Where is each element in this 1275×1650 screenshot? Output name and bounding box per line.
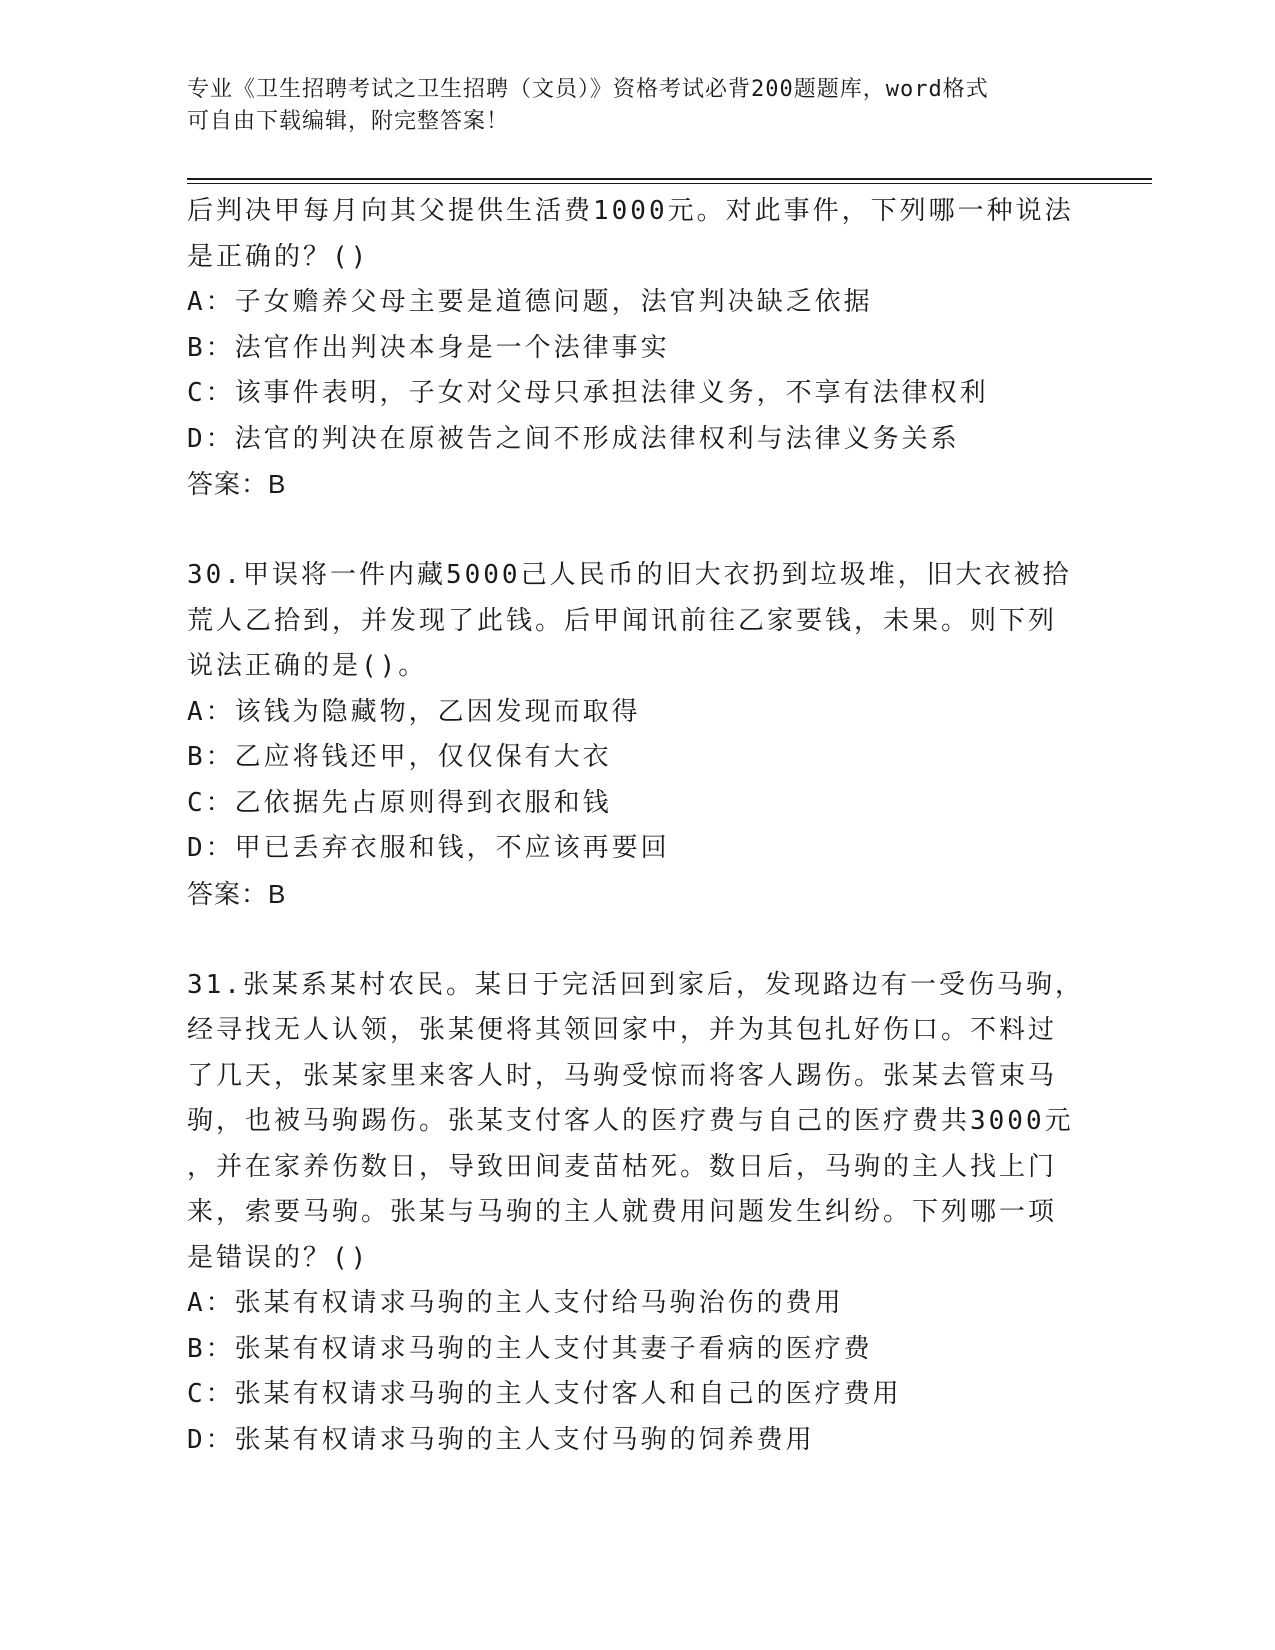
option-b: B：法官作出判决本身是一个法律事实 <box>187 332 670 363</box>
spacer <box>187 508 1087 554</box>
question-content <box>187 189 1087 1463</box>
question-stem-line: 荒人乙拾到，并发现了此钱。后甲闻讯前往乙家要钱，未果。则下列 <box>187 605 1058 636</box>
page-header <box>187 74 1067 138</box>
option-a: A：该钱为隐藏物，乙因发现而取得 <box>187 696 641 727</box>
header-divider <box>187 178 1152 184</box>
question-29 <box>187 189 1087 508</box>
question-stem-line: 30.甲误将一件内藏5000己人民币的旧大衣扔到垃圾堆，旧大衣被拾 <box>187 560 1072 590</box>
question-stem-line: 后判决甲每月向其父提供生活费1000元。对此事件，下列哪一种说法 <box>187 196 1074 226</box>
option-a: A：张某有权请求马驹的主人支付给马驹治伤的费用 <box>187 1288 844 1318</box>
question-30 <box>187 553 1087 917</box>
option-c: C：该事件表明，子女对父母只承担法律义务，不享有法律权利 <box>187 378 989 408</box>
header-line-1: 专业《卫生招聘考试之卫生招聘（文员）》资格考试必背200题题库，word格式 <box>187 77 989 102</box>
option-c: C：乙依据先占原则得到衣服和钱 <box>187 787 612 818</box>
question-stem-line: 是正确的？() <box>187 241 370 272</box>
option-b: B：张某有权请求马驹的主人支付其妻子看病的医疗费 <box>187 1333 873 1364</box>
answer-line: 答案：B <box>187 469 287 499</box>
question-stem-line: 说法正确的是()。 <box>187 651 428 681</box>
option-d: D：法官的判决在原被告之间不形成法律权利与法律义务关系 <box>187 423 960 454</box>
question-stem-line: 来，索要马驹。张某与马驹的主人就费用问题发生纠纷。下列哪一项 <box>187 1197 1058 1227</box>
question-31 <box>187 963 1087 1464</box>
option-d: D：张某有权请求马驹的主人支付马驹的饲养费用 <box>187 1424 815 1455</box>
question-stem-line: 是错误的？() <box>187 1242 370 1273</box>
spacer <box>187 917 1087 963</box>
option-c: C：张某有权请求马驹的主人支付客人和自己的医疗费用 <box>187 1379 902 1409</box>
question-stem-line: 了几天，张某家里来客人时，马驹受惊而将客人踢伤。张某去管束马 <box>187 1060 1058 1091</box>
question-stem-line: 经寻找无人认领，张某便将其领回家中，并为其包扎好伤口。不料过 <box>187 1015 1058 1045</box>
option-d: D：甲已丢弃衣服和钱，不应该再要回 <box>187 833 670 863</box>
option-b: B：乙应将钱还甲，仅仅保有大衣 <box>187 742 612 772</box>
option-a: A：子女赡养父母主要是道德问题，法官判决缺乏依据 <box>187 287 873 317</box>
question-stem-line: 驹，也被马驹踢伤。张某支付客人的医疗费与自己的医疗费共3000元 <box>187 1106 1074 1136</box>
answer-line: 答案：B <box>187 878 287 909</box>
question-stem-line: ，并在家养伤数日，导致田间麦苗枯死。数日后，马驹的主人找上门 <box>187 1151 1058 1182</box>
header-line-2: 可自由下载编辑，附完整答案！ <box>187 109 510 134</box>
question-stem-line: 31.张某系某村农民。某日于完活回到家后，发现路边有一受伤马驹， <box>187 969 1084 1000</box>
